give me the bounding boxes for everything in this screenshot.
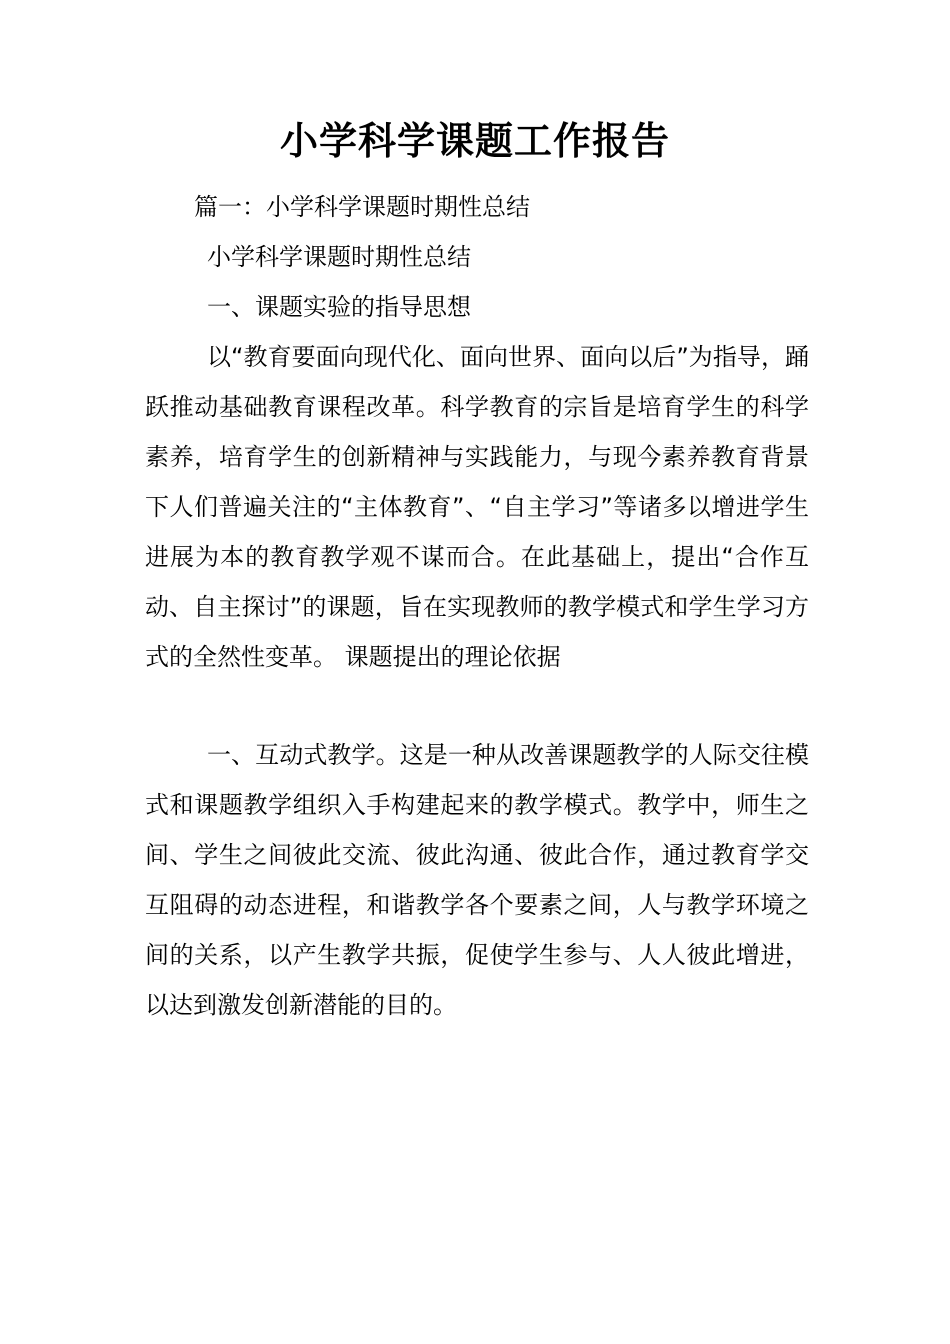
document-title: 小学科学课题工作报告	[279, 118, 670, 163]
paragraph-interactive-teaching: 一、互动式教学。这是一种从改善课题教学的人际交往模式和课题教学组织入手构建起来的教学模式。教学中，师生之间、学生之间彼此交流、彼此沟通、彼此合作，通过教育学交互阻碍的动态进程，和谐教学各个要素之间，人与教学环境之间的关系，以产生教学共振，促使学生参与、人人彼此增进，以达到激发创新潜能的目的。	[145, 741, 809, 1019]
paragraph-guiding-ideology: 以“教育要面向现代化、面向世界、面向以后”为指导，踊跃推动基础教育课程改革。科学教育的宗旨是培育学生的科学素养，培育学生的创新精神与实践能力，与现今素养教育背景下人们普遍关注的“主体教育”、“自主学习”等诸多以增进学生进展为本的教育教学观不谋而合。在此基础上，提出“合作互动、自主探讨”的课题，旨在实现教师的教学模式和学生学习方式的全然性变革。 课题提出的理论依据	[145, 343, 809, 671]
subheading: 小学科学课题时期性总结	[207, 243, 471, 271]
section-heading: 篇一：小学科学课题时期性总结	[194, 193, 530, 221]
item-heading: 一、课题实验的指导思想	[207, 293, 471, 321]
